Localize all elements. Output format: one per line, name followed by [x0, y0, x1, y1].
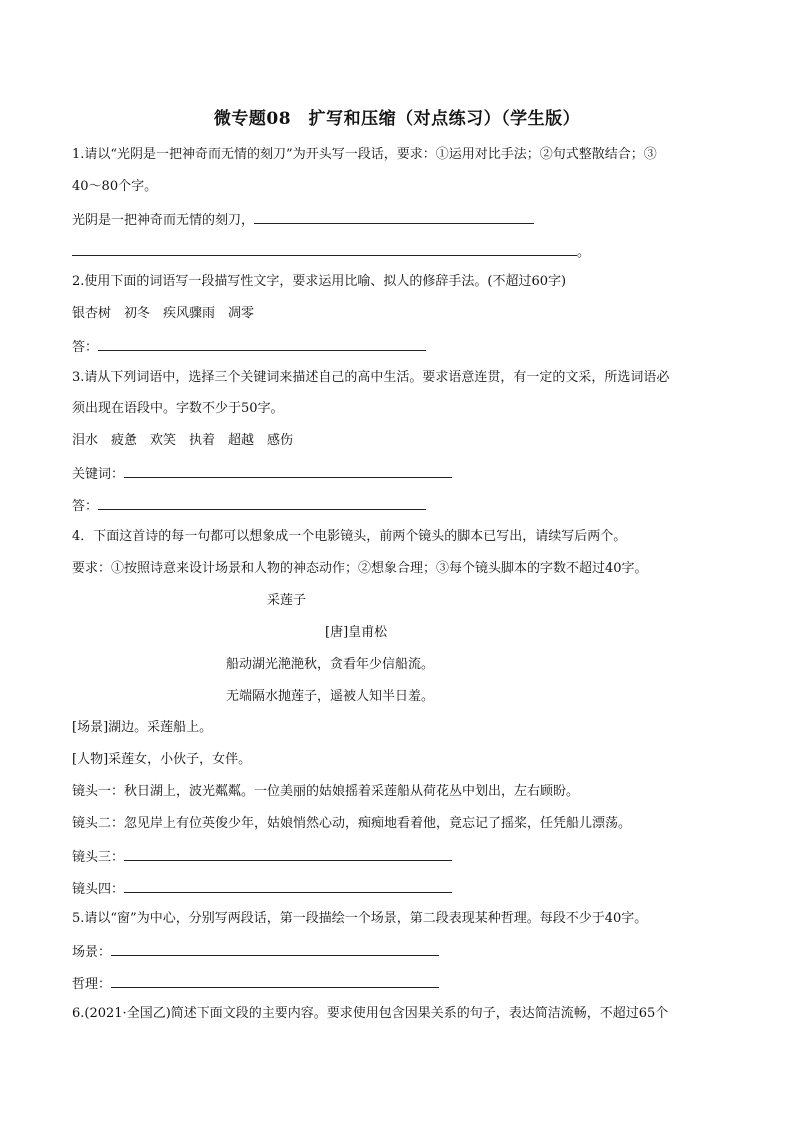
q4-shot-3-blank[interactable]	[124, 847, 452, 861]
q4-shot-4-blank[interactable]	[124, 879, 452, 893]
q1-prompt-line2: 40～80个字。	[72, 179, 158, 194]
q4-prompt-line1: 4．下面这首诗的每一句都可以想象成一个电影镜头，前两个镜头的脚本已写出，请续写后两个。	[72, 529, 627, 544]
q3-answer-label: 答：	[72, 499, 99, 514]
q4-people: [人物]采莲女，小伙子，女伴。	[72, 752, 252, 767]
q4-shot-4-label: 镜头四：	[72, 882, 125, 897]
q2-answer-label: 答：	[72, 340, 99, 355]
page-title: 微专题08 扩写和压缩（对点练习）（学生版）	[213, 109, 581, 129]
q1-start-text: 光阴是一把神奇而无情的刻刀，	[72, 213, 255, 228]
q1-answer-blank-2[interactable]	[72, 242, 577, 256]
poem-line-2: 无端隔水抛莲子，遥被人知半日羞。	[226, 689, 435, 704]
q4-shot-2: 镜头二：忽见岸上有位英俊少年，姑娘悄然心动，痴痴地看着他，竟忘记了摇桨，任凭船儿漂荡。	[72, 816, 632, 831]
q5-philosophy-label: 哲理：	[72, 977, 112, 992]
q4-scene: [场景]湖边。采莲船上。	[72, 720, 213, 735]
q4-shot-1: 镜头一：秋日湖上，波光粼粼。一位美丽的姑娘摇着采莲船从荷花丛中划出，左右顾盼。	[72, 784, 580, 799]
q3-prompt-line1: 3.请从下列词语中，选择三个关键词来描述自己的高中生活。要求语意连贯，有一定的文采，所选词语必	[72, 370, 670, 385]
q1-answer-start	[72, 210, 534, 230]
q4-shot-4-row	[72, 879, 452, 899]
q1-end-mark: 。	[577, 245, 591, 260]
q3-keywords-blank[interactable]	[124, 464, 452, 478]
q2-answer-row	[72, 337, 426, 357]
q5-scene-label: 场景：	[72, 945, 112, 960]
q3-prompt-line2: 须出现在语段中。字数不少于50字。	[72, 401, 284, 416]
q1-prompt-line1: 1.请以“光阴是一把神奇而无情的刻刀”为开头写一段话，要求：①运用对比手法；②句式整散结合；③	[72, 147, 657, 162]
q3-keywords-row	[72, 464, 452, 484]
q3-keywords-label: 关键词：	[72, 467, 125, 482]
q5-scene-blank[interactable]	[111, 942, 439, 956]
q5-scene-row	[72, 942, 439, 962]
q3-answer-row	[72, 496, 426, 516]
q2-prompt-line1: 2.使用下面的词语写一段描写性文字，要求运用比喻、拟人的修辞手法。(不超过60字)	[72, 274, 567, 289]
q1-answer-blank-1[interactable]	[254, 210, 534, 224]
q5-philosophy-row	[72, 974, 439, 994]
q4-shot-3-label: 镜头三：	[72, 850, 125, 865]
poem-author: [唐]皇甫松	[325, 625, 388, 640]
q5-prompt-line1: 5.请以“窗”为中心，分别写两段话，第一段描绘一个场景，第二段表现某种哲理。每段不少于40字。	[72, 911, 648, 926]
poem-title: 采莲子	[267, 593, 307, 608]
q1-answer-cont	[72, 242, 590, 262]
q4-prompt-line2: 要求：①按照诗意来设计场景和人物的神态动作；②想象合理；③每个镜头脚本的字数不超过40字。	[72, 561, 648, 576]
q3-word-list: 泪水 疲惫 欢笑 执着 超越 感伤	[72, 433, 294, 448]
q4-shot-3-row	[72, 847, 452, 867]
q2-answer-blank[interactable]	[98, 337, 426, 351]
poem-line-1: 船动湖光滟滟秋，贪看年少信船流。	[226, 657, 435, 672]
q3-answer-blank[interactable]	[98, 496, 426, 510]
q6-prompt-line1: 6.(2021·全国乙)简述下面文段的主要内容。要求使用包含因果关系的句子，表达简洁流畅，不超过65个	[72, 1006, 669, 1021]
q5-philosophy-blank[interactable]	[111, 974, 439, 988]
q2-word-list: 银杏树 初冬 疾风骤雨 凋零	[72, 306, 255, 321]
